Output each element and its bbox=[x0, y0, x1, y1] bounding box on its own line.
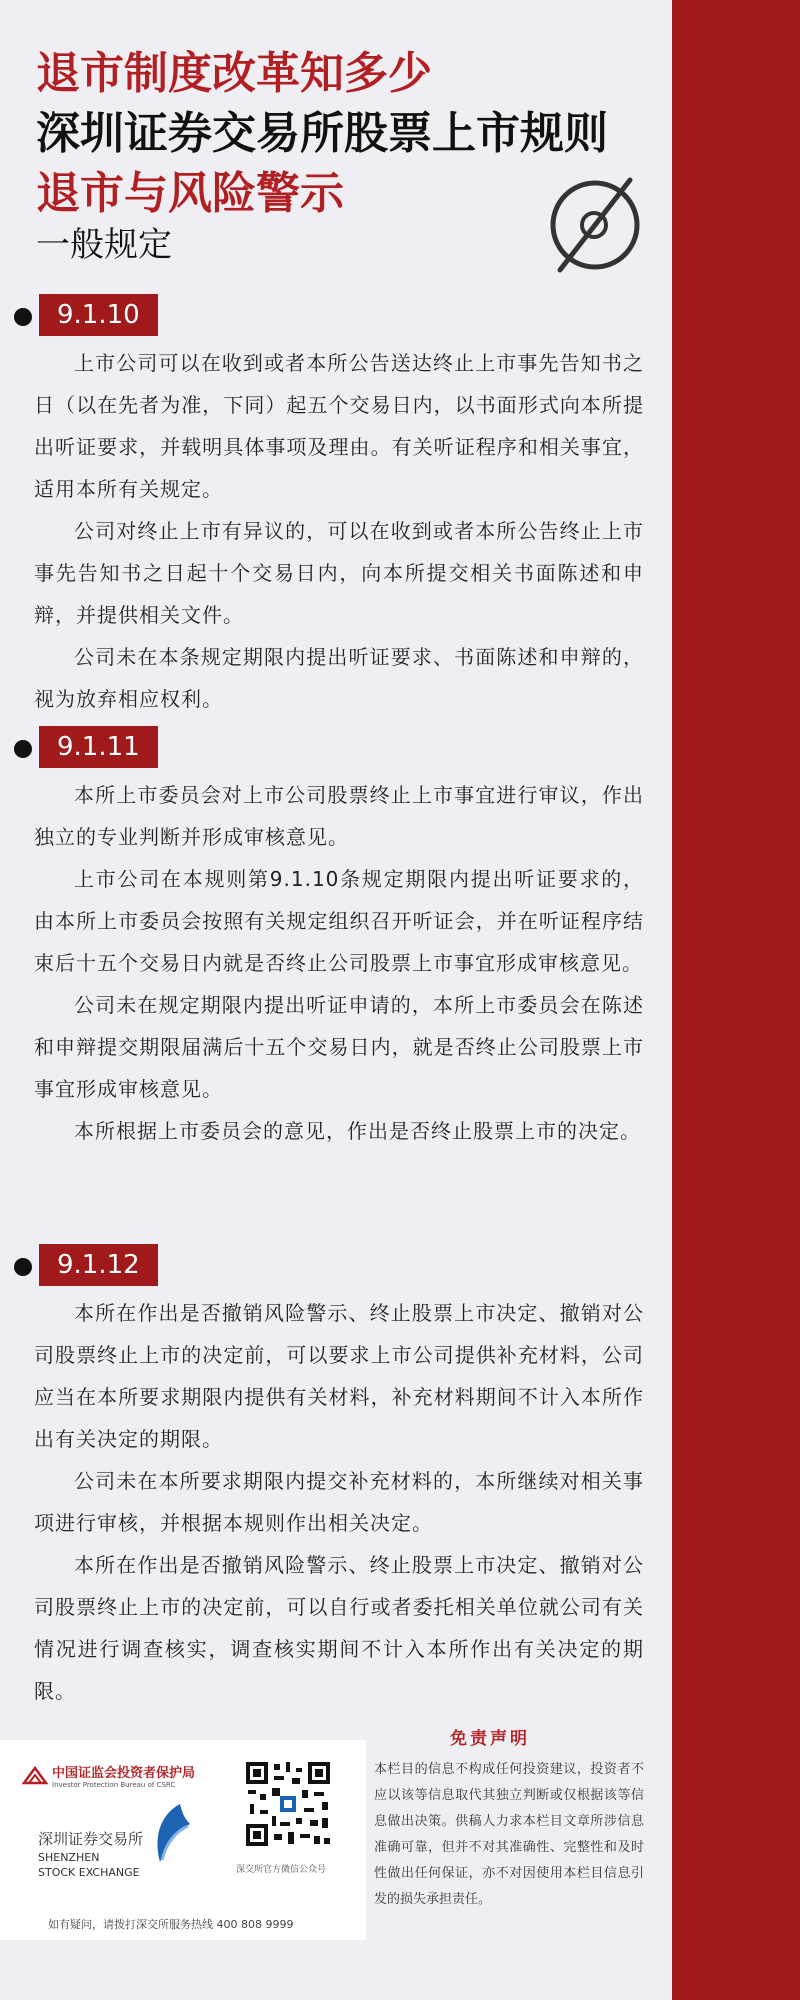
article-paragraph: 本所在作出是否撤销风险警示、终止股票上市决定、撤销对公司股票终止上市的决定前，可以自行或者委托相关单位就公司有关情况进行调查核实，调查核实期间不计入本所作出有关决定的期限。 bbox=[34, 1553, 644, 1703]
szse-logo bbox=[38, 1828, 143, 1879]
szse-sail-icon bbox=[150, 1802, 192, 1864]
article-paragraph: 上市公司可以在收到或者本所公告送达终止上市事先告知书之日（以在先者为准，下同）起五个交易日内，以书面形式向本所提出听证要求，并载明具体事项及理由。有关听证程序和相关事宜，适用本所有关规定。 bbox=[34, 351, 644, 501]
article-paragraph: 公司未在规定期限内提出听证申请的，本所上市委员会在陈述和申辩提交期限届满后十五个交易日内，就是否终止公司股票上市事宜形成审核意见。 bbox=[34, 993, 644, 1101]
article-header bbox=[14, 726, 644, 768]
article-paragraph: 本所在作出是否撤销风险警示、终止股票上市决定、撤销对公司股票终止上市的决定前，可以要求上市公司提供补充材料，公司应当在本所要求期限内提供有关材料，补充材料期间不计入本所作出有关决定的期限。 bbox=[34, 1301, 644, 1451]
article-paragraph: 上市公司在本规则第9.1.10条规定期限内提出听证要求的，由本所上市委员会按照有关规定组织召开听证会，并在听证程序结束后十五个交易日内就是否终止公司股票上市事宜形成审核意见。 bbox=[34, 867, 644, 975]
csrc-emblem-icon bbox=[22, 1765, 48, 1787]
article-header bbox=[14, 294, 644, 336]
article-9-1-12 bbox=[14, 1244, 644, 1712]
article-body bbox=[14, 342, 644, 720]
article-paragraph: 公司对终止上市有异议的，可以在收到或者本所公告终止上市事先告知书之日起十个交易日内，向本所提交相关书面陈述和申辩，并提供相关文件。 bbox=[34, 519, 644, 627]
szse-name-cn: 深圳证券交易所 bbox=[38, 1830, 144, 1848]
qr-code-icon bbox=[244, 1760, 332, 1848]
disclaimer-title: 免责声明 bbox=[450, 1729, 530, 1749]
szse-name-en-2: STOCK EXCHANGE bbox=[38, 1866, 140, 1879]
bullet-dot bbox=[14, 308, 32, 326]
bullet-dot bbox=[14, 740, 32, 758]
article-9-1-11 bbox=[14, 726, 644, 1152]
article-number-badge: 9.1.12 bbox=[39, 1244, 158, 1286]
article-header bbox=[14, 1244, 644, 1286]
article-body bbox=[14, 1292, 644, 1712]
article-9-1-10 bbox=[14, 294, 644, 720]
article-number-badge: 9.1.10 bbox=[39, 294, 158, 336]
article-paragraph: 本所上市委员会对上市公司股票终止上市事宜进行审议，作出独立的专业判断并形成审核意见。 bbox=[34, 783, 644, 849]
article-paragraph: 公司未在本条规定期限内提出听证要求、书面陈述和申辩的，视为放弃相应权利。 bbox=[34, 645, 644, 711]
service-hotline: 如有疑问，请拨打深交所服务热线 400 808 9999 bbox=[48, 1918, 294, 1931]
csrc-logo bbox=[22, 1762, 195, 1789]
article-paragraph: 公司未在本所要求期限内提交补充材料的，本所继续对相关事项进行审核，并根据本规则作出相关决定。 bbox=[34, 1469, 644, 1535]
title-line-2: 深圳证券交易所股票上市规则 bbox=[36, 108, 608, 159]
csrc-name-en: Investor Protection Bureau of CSRC bbox=[52, 1781, 176, 1789]
empty-set-logo-icon bbox=[540, 175, 650, 275]
szse-name-en-1: SHENZHEN bbox=[38, 1851, 100, 1864]
footer-logos-panel bbox=[0, 1740, 366, 1940]
qr-caption: 深交所官方微信公众号 bbox=[236, 1865, 327, 1875]
disclaimer-text: 本栏目的信息不构成任何投资建议，投资者不应以该等信息取代其独立判断或仅根据该等信息做出决策。供稿人力求本栏目文章所涉信息准确可靠，但并不对其准确性、完整性和及时性做出任何保证，亦不对因使用本栏目信息引发的损失承担责任。 bbox=[374, 1762, 644, 1907]
bullet-dot bbox=[14, 1258, 32, 1276]
right-red-band bbox=[672, 0, 800, 2000]
title-line-1: 退市制度改革知多少 bbox=[36, 48, 432, 99]
title-line-4: 一般规定 bbox=[36, 225, 172, 265]
title-line-3: 退市与风险警示 bbox=[36, 168, 344, 219]
article-number-badge: 9.1.11 bbox=[39, 726, 158, 768]
article-body bbox=[14, 774, 644, 1152]
article-paragraph: 本所根据上市委员会的意见，作出是否终止股票上市的决定。 bbox=[74, 1119, 641, 1143]
csrc-name-cn: 中国证监会投资者保护局 bbox=[52, 1766, 196, 1781]
